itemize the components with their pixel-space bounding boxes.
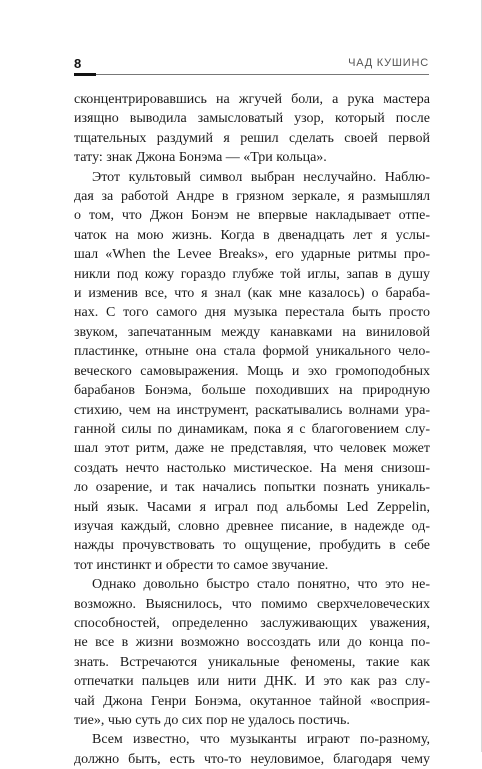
text-line: Однако довольно быстро стало понятно, что это не- xyxy=(92,577,430,593)
text-line: Этот культовый символ выбран неслучайно. Наблю- xyxy=(92,169,430,185)
text-line: возможно. Выяснилось, что помимо сверхчеловеческих xyxy=(74,596,430,612)
text-line: должно быть, есть что-то неуловимое, благодаря чему xyxy=(74,751,430,767)
header-rule-accent xyxy=(74,73,96,76)
text-line: тот инстинкт и обрести то самое звучание. xyxy=(74,557,329,573)
text-line: отпечатки пальцев или нити ДНК. И это как раз слу- xyxy=(74,674,430,690)
text-line: сконцентрировавшись на жгучей боли, а рука мастера xyxy=(74,92,430,107)
text-line: о том, что Джон Бонэм не впервые накладывает отпе- xyxy=(74,208,430,224)
text-line: Всем известно, что музыканты играют по-разному, xyxy=(92,732,430,748)
text-line: ганной силы по динамикам, пока я с благоговением слу- xyxy=(74,421,430,437)
text-line: изящно выводила замысловатый узор, который после xyxy=(74,111,430,127)
page-header xyxy=(74,54,429,76)
header-rule xyxy=(96,74,429,75)
text-line: тату: знак Джона Бонэма — «Три кольца». xyxy=(74,150,327,166)
text-line: способностей, определенно заслуживающих уважения, xyxy=(74,615,430,631)
text-line: шал «When the Levee Breaks», его ударные ритмы про- xyxy=(74,247,430,263)
page-number: 8 xyxy=(74,56,82,71)
text-line: барабанов Бонэма, больше походивших на природную xyxy=(74,383,430,399)
paragraph xyxy=(74,575,430,730)
running-title: ЧАД КУШИНС xyxy=(348,57,429,69)
text-line: никли под кожу гораздо глубже той иглы, запав в душу xyxy=(74,266,430,282)
text-line: шал этот ритм, даже не представляя, что человек может xyxy=(74,441,430,457)
text-line: дая за работой Андре в грязном зеркале, я размышлял xyxy=(74,189,430,205)
text-line: знать. Встречаются уникальные феномены, такие как xyxy=(74,654,430,670)
text-line: чаток на мою жизнь. Когда в двенадцать лет я услы- xyxy=(74,227,430,243)
paragraph xyxy=(74,90,430,168)
text-line: пластинке, отныне она стала формой уникального чело- xyxy=(74,344,430,360)
text-line: веческого самовыражения. Мощь и эхо громоподобных xyxy=(74,363,430,379)
text-line: ло озарение, и так начались попытки познать уникаль- xyxy=(74,480,430,496)
paragraph xyxy=(74,168,430,576)
text-line: стихию, чем на инструмент, раскатывались волнами ура- xyxy=(74,402,430,418)
body-text xyxy=(74,90,430,769)
text-line: чай Джона Генри Бонэма, окутанное тайной «восприя- xyxy=(74,693,430,709)
text-line: нажды прочувствовать то ощущение, пробудить в себе xyxy=(74,538,430,554)
text-line: ный язык. Часами я играл под альбомы Led Zeppelin, xyxy=(74,499,430,515)
text-line: тие», чью суть до сих пор не удалось постичь. xyxy=(74,713,350,728)
text-line: звуком, запечатанным между канавками на виниловой xyxy=(74,324,430,340)
text-line: не все в жизни возможно воссоздать или до конца по- xyxy=(74,635,430,651)
text-line: нах. С того самого дня музыка перестала быть просто xyxy=(74,305,430,321)
text-line: и изменив все, что я знал (как мне казалось) о бараба- xyxy=(74,286,430,302)
text-line: изучая каждый, словно древнее писание, в надежде од- xyxy=(74,518,430,534)
text-line: создать нечто настолько мистическое. На меня снизош- xyxy=(74,460,430,476)
text-line: тщательных раздумий я решил сделать своей первой xyxy=(74,130,430,146)
paragraph xyxy=(74,730,430,769)
